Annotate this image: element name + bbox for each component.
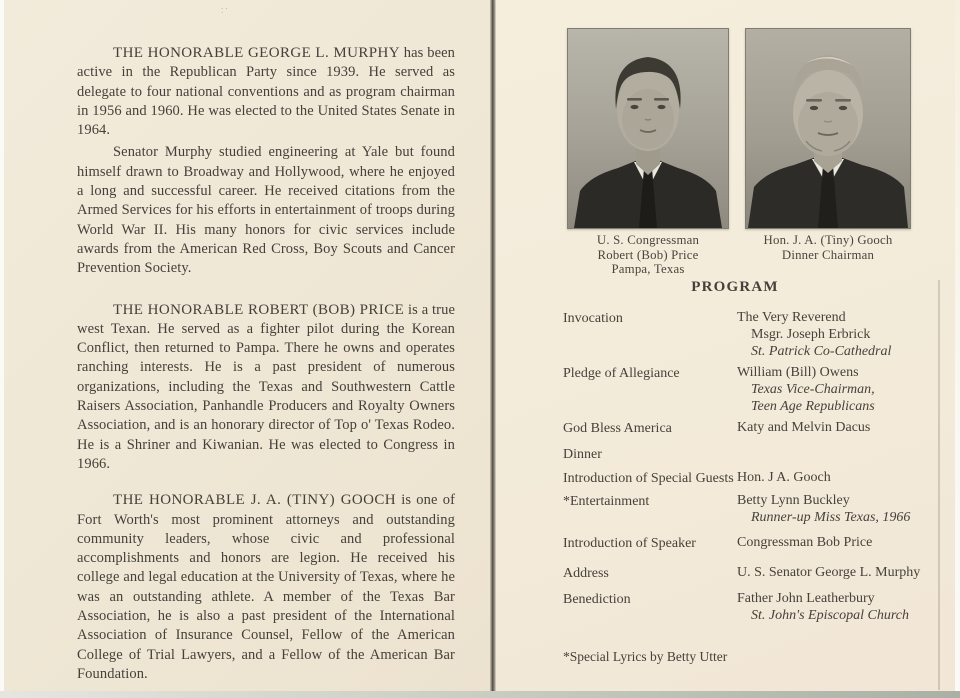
scan-speckle: ·· · [221,5,230,17]
caption-price-line-1: U. S. Congressman [596,233,700,247]
page-fold-line [938,280,940,690]
program-label: Address [563,566,609,582]
program-value-line: Congressman Bob Price [737,535,873,551]
bio-lead-gooch: THE HONORABLE J. A. (TINY) GOOCH [113,492,397,509]
program-value-line: Texas Vice-Chairman, [751,382,875,398]
caption-price-line-3: Pampa, Texas [611,262,685,277]
scan-right-edge [955,0,960,698]
program-value-line: The Very Reverend [737,310,846,325]
program-value-line: Katy and Melvin Dacus [737,419,871,435]
portrait-photo-gooch [745,28,911,229]
program-label: Introduction of Special Guests [563,470,734,486]
bio-body-murphy-1: has been active in the Republican Party since 1939. He served as delegate to four national conventions and as program chairman in 1956 and 1960. He was elected to the United States Senate in 1964. [77,45,455,139]
bio-paragraph-price [77,301,455,475]
program-row-address [563,565,937,582]
program-row-entertainment [563,493,937,527]
caption-price-line-2: Robert (Bob) Price [597,247,699,262]
portrait-photos-row [567,28,911,229]
program-row-god-bless-america [563,420,937,437]
portrait-photo-price [567,28,729,229]
bio-paragraph-murphy-1 [77,44,455,140]
program-label: Dinner [563,446,602,462]
bio-lead-price: THE HONORABLE ROBERT (BOB) PRICE [113,301,405,318]
program-label: God Bless America [563,420,672,436]
program-label: Invocation [563,311,623,326]
program-value-line: Runner-up Miss Texas, 1966 [751,509,911,525]
bio-paragraph-murphy-2 [77,143,455,278]
scan-bottom-edge [0,691,960,698]
program-section [563,279,937,665]
program-value-line: U. S. Senator George L. Murphy [737,565,921,581]
program-row-invocation [563,310,937,360]
program-value-line: Father John Leatherbury [737,591,875,607]
program-value-line: St. John's Episcopal Church [751,608,910,624]
program-row-benediction [563,591,937,625]
scan-left-edge [0,0,4,698]
photo-captions-row [567,233,943,277]
program-value-line: Betty Lynn Buckley [737,492,850,508]
program-label: *Entertainment [563,493,650,509]
program-label: Introduction of Speaker [563,536,696,552]
program-value-line: Hon. J A. Gooch [737,469,831,485]
program-value-line: Teen Age Republicans [751,398,875,414]
bio-lead-murphy: THE HONORABLE GEORGE L. MURPHY [113,45,400,61]
booklet-gutter-shadow [490,0,496,693]
program-value-line: St. Patrick Co-Cathedral [751,343,892,359]
caption-price [567,233,729,277]
gooch-portrait-illustration [746,29,910,228]
booklet-left-page [4,0,492,691]
price-portrait-illustration [568,29,728,228]
bio-paragraph-gooch [77,491,455,684]
biography-text-block [77,44,455,687]
bio-body-price: is a true west Texan. He served as a fighter pilot during the Korean Conflict, then returned to Pampa. There he owns and operates ranching interests. He is a past president of numerous organizations, including the Texas and Southwestern Cattle Raisers Association, Panhandle Producers and Royalty Owners Association, and is an honorary director of Top o' Texas Rodeo. He is a Shriner and Kiwanian. He was elected to Congress in 1966. [77,301,455,472]
program-label: Pledge of Allegiance [563,366,680,382]
program-value-line: Msgr. Joseph Erbrick [751,326,871,342]
caption-gooch-line-1: Hon. J. A. (Tiny) Gooch [763,233,893,247]
booklet-right-page [495,0,955,693]
bio-body-murphy-2: Senator Murphy studied engineering at Yale but found himself drawn to Broadway and Hollywood, where he enjoyed a long and successful career. He received citations from the Armed Services for his efforts in entertainment of troops during World War II. His many honors for civic services include awards from the American Red Cross, Boy Scouts and Cancer Prevention Society. [77,144,455,277]
bio-body-gooch: is one of Fort Worth's most prominent attorneys and outstanding community leaders, whose civic and professional accomplishments and honors are legion. He received his college and legal education at the University of Texas, where he was an outstanding athlete. A member of the Texas Bar Association, he is also a past president of the International Association of Insurance Counsel, Fellow of the American College of Trial Lawyers, and a Fellow of the American Bar Foundation. [77,492,455,682]
program-row-special-guests [563,470,937,487]
caption-gooch-line-2: Dinner Chairman [781,247,875,262]
program-row-intro-speaker [563,535,937,552]
program-row-pledge [563,365,937,415]
program-row-dinner [563,446,937,463]
program-footnote: *Special Lyrics by Betty Utter [563,648,728,664]
program-heading: PROGRAM [691,279,779,295]
program-label: Benediction [563,592,631,608]
program-value-line: William (Bill) Owens [737,365,859,381]
caption-gooch [745,233,911,277]
